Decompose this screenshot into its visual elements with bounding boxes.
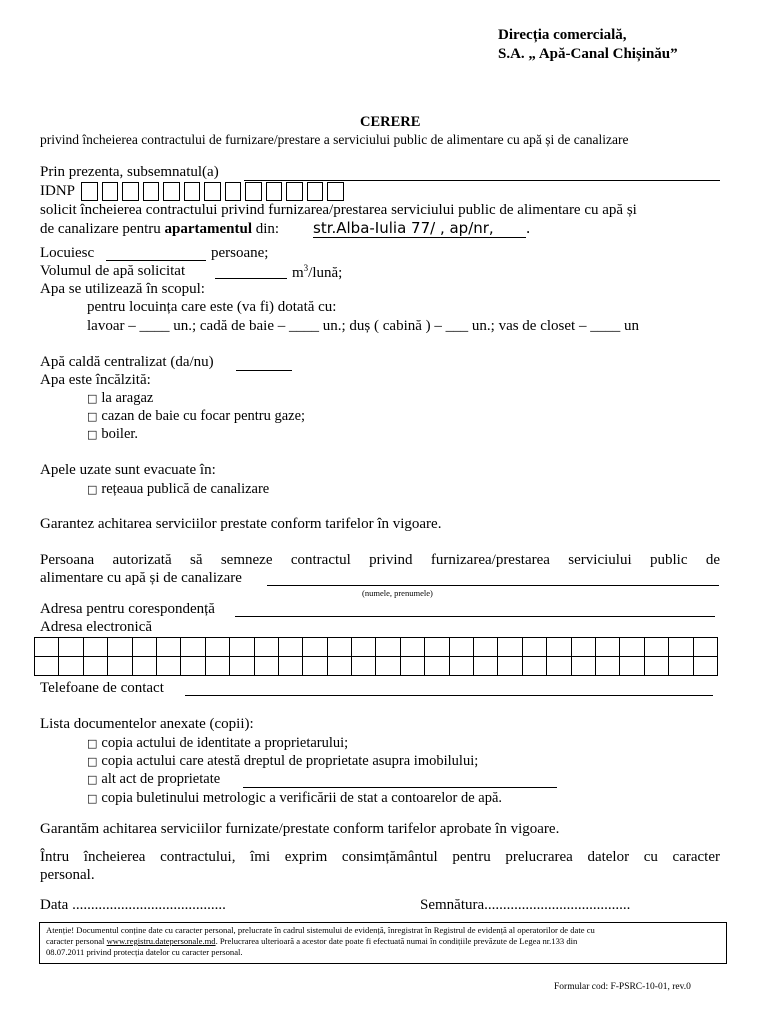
email-char-box[interactable] [620, 638, 644, 657]
dotata-label: pentru locuința care este (va fi) dotată cu: [87, 299, 337, 315]
email-char-box[interactable] [254, 657, 278, 676]
signature-field[interactable]: Semnătura....................................... [420, 897, 631, 913]
email-char-box[interactable] [181, 638, 205, 657]
page-subtitle: privind încheierea contractului de furnizare/prestare a serviciului public de alimentare cu apă și de canalizare [40, 132, 629, 147]
email-char-box[interactable] [181, 657, 205, 676]
email-char-box[interactable] [83, 638, 107, 657]
idnp-digit-box[interactable] [245, 182, 262, 201]
document-item-2[interactable] [87, 753, 478, 770]
email-char-box[interactable] [303, 657, 327, 676]
email-char-box[interactable] [498, 657, 522, 676]
email-char-box[interactable] [278, 638, 302, 657]
email-char-box[interactable] [254, 638, 278, 657]
checkbox-icon: □ [87, 410, 98, 423]
locuiesc-label: Locuiesc [40, 245, 95, 261]
apa-calda-label: Apă caldă centralizat (da/nu) [40, 354, 214, 370]
email-char-box[interactable] [547, 657, 571, 676]
email-char-box[interactable] [595, 638, 619, 657]
request-line-2 [40, 221, 279, 238]
incalzita-option-boiler[interactable] [87, 426, 138, 443]
email-char-box[interactable] [693, 638, 717, 657]
document-item-label: copia buletinului metrologic a verificării de stat a contoarelor de apă. [101, 790, 503, 806]
email-char-box[interactable] [132, 638, 156, 657]
idnp-digit-box[interactable] [327, 182, 344, 201]
email-char-box[interactable] [425, 657, 449, 676]
email-char-box[interactable] [230, 638, 254, 657]
email-char-box[interactable] [35, 638, 59, 657]
notice-line-2-post: . Prelucrarea ulterioară a acestor date poate fi efectuată numai în condițiile prevăzute de Legea nr.133 din [215, 936, 578, 946]
email-char-box[interactable] [693, 657, 717, 676]
idnp-digit-box[interactable] [122, 182, 139, 201]
form-code: Formular cod: F-PSRC-10-01, rev.0 [554, 982, 691, 992]
checkbox-icon: □ [87, 428, 98, 441]
idnp-digit-box[interactable] [81, 182, 98, 201]
date-field[interactable]: Data ......................................... [40, 897, 226, 913]
notice-line-3: 08.07.2011 privind protecția datelor cu caracter personal. [46, 947, 243, 957]
incalzita-option-label: boiler. [101, 426, 139, 442]
persons-field[interactable] [106, 260, 206, 261]
email-grid-row [35, 638, 718, 657]
alt-act-field[interactable] [243, 787, 557, 788]
applicant-intro-label: Prin prezenta, subsemnatul(a) [40, 164, 219, 180]
consent-line-1: Întru încheierea contractului, îmi exprim consimțământul pentru prelucrarea datelor cu caracter [40, 849, 720, 865]
email-char-box[interactable] [498, 638, 522, 657]
garantam-text: Garantăm achitarea serviciilor furnizate/prestate conform tarifelor aprobate în vigoare. [40, 821, 560, 837]
email-char-box[interactable] [522, 638, 546, 657]
volum-unit [292, 263, 342, 282]
idnp-field[interactable] [81, 182, 349, 201]
adresa-corespondenta-field[interactable] [235, 616, 715, 617]
incalzita-option-label: la aragaz [101, 390, 154, 406]
email-char-box[interactable] [376, 638, 400, 657]
incalzita-option-cazan[interactable] [87, 408, 305, 425]
checkbox-icon: □ [87, 392, 98, 405]
email-char-box[interactable] [327, 657, 351, 676]
authorized-line-1: Persoana autorizată să semneze contractul privind furnizarea/prestarea serviciului public de [40, 552, 720, 568]
header-line-2: S.A. „ Apă-Canal Chișinău” [498, 46, 678, 62]
email-char-box[interactable] [156, 638, 180, 657]
email-char-box[interactable] [352, 638, 376, 657]
email-char-box[interactable] [156, 657, 180, 676]
idnp-digit-box[interactable] [143, 182, 160, 201]
email-char-box[interactable] [449, 657, 473, 676]
checkbox-icon: □ [87, 773, 98, 786]
volum-label: Volumul de apă solicitat [40, 263, 186, 279]
checkbox-icon: □ [87, 755, 98, 768]
volum-unit-sup: 3 [303, 263, 309, 273]
fixtures-line[interactable]: lavoar – ____ un.; cadă de baie – ____ un.; duș ( cabină ) – ___ un.; vas de closet – ____ un [87, 318, 639, 334]
email-char-box[interactable] [547, 638, 571, 657]
notice-line-2 [46, 936, 720, 947]
email-char-box[interactable] [132, 657, 156, 676]
request-line-2-prefix: de canalizare pentru [40, 221, 165, 237]
data-protection-notice [39, 922, 727, 964]
email-char-box[interactable] [35, 657, 59, 676]
email-char-box[interactable] [108, 657, 132, 676]
email-char-box[interactable] [595, 657, 619, 676]
document-item-4[interactable] [87, 790, 502, 807]
address-field[interactable] [313, 219, 530, 238]
garantez-text: Garantez achitarea serviciilor prestate conform tarifelor în vigoare. [40, 516, 442, 532]
checkbox-icon: □ [87, 737, 98, 750]
volume-field[interactable] [215, 278, 287, 279]
address-end: . [525, 219, 531, 237]
email-char-box[interactable] [327, 638, 351, 657]
consent-line-2: personal. [40, 867, 95, 883]
incalzita-option-aragaz[interactable] [87, 390, 153, 407]
email-char-box[interactable] [400, 638, 424, 657]
apa-calda-field[interactable] [236, 370, 292, 371]
idnp-digit-box[interactable] [266, 182, 283, 201]
document-item-label: copia actului care atestă dreptul de proprietate asupra imobilului; [101, 753, 479, 769]
idnp-digit-box[interactable] [184, 182, 201, 201]
ape-uzate-label: Apele uzate sunt evacuate în: [40, 462, 216, 478]
idnp-digit-box[interactable] [307, 182, 324, 201]
document-item-label: copia actului de identitate a proprietarului; [101, 735, 349, 751]
idnp-digit-box[interactable] [286, 182, 303, 201]
email-char-box[interactable] [303, 638, 327, 657]
email-char-box[interactable] [59, 638, 83, 657]
email-grid-row [35, 657, 718, 676]
notice-line-2-pre: caracter personal [46, 936, 107, 946]
email-char-box[interactable] [644, 657, 668, 676]
incalzita-option-label: cazan de baie cu focar pentru gaze; [101, 408, 306, 424]
idnp-digit-box[interactable] [102, 182, 119, 201]
email-char-box[interactable] [474, 657, 498, 676]
email-char-box[interactable] [669, 657, 693, 676]
email-char-box[interactable] [449, 638, 473, 657]
address-filled-value: str.Alba-Iulia 77/ , ap/nr, [313, 219, 494, 237]
authorized-hint: (numele, prenumele) [362, 588, 433, 598]
ape-uzate-option-label: rețeaua publică de canalizare [101, 481, 270, 497]
email-char-box[interactable] [425, 638, 449, 657]
adresa-electronica-label: Adresa electronică [40, 619, 153, 635]
authorized-line-2: alimentare cu apă și de canalizare [40, 570, 242, 586]
incalzita-label: Apa este încălzită: [40, 372, 151, 388]
email-grid[interactable] [34, 637, 718, 676]
telefoane-field[interactable] [185, 695, 713, 696]
document-item-3[interactable] [87, 771, 220, 788]
email-char-box[interactable] [108, 638, 132, 657]
request-line-1: solicit încheierea contractului privind furnizarea/prestarea serviciului public de alimentare cu apă și [40, 202, 637, 218]
idnp-digit-box[interactable] [204, 182, 221, 201]
email-char-box[interactable] [205, 638, 229, 657]
email-char-box[interactable] [644, 638, 668, 657]
telefoane-label: Telefoane de contact [40, 680, 164, 696]
header-line-1: Direcția comercială, [498, 27, 627, 43]
idnp-digit-box[interactable] [225, 182, 242, 201]
checkbox-icon: □ [87, 483, 98, 496]
document-item-label: alt act de proprietate [101, 771, 221, 787]
email-char-box[interactable] [571, 657, 595, 676]
email-char-box[interactable] [376, 657, 400, 676]
email-char-box[interactable] [571, 638, 595, 657]
request-line-2-mid: din: [252, 221, 280, 237]
volum-unit-pre: m [292, 265, 304, 281]
email-char-box[interactable] [352, 657, 376, 676]
persoane-label: persoane; [211, 245, 269, 261]
checkbox-icon: □ [87, 792, 98, 805]
idnp-digit-box[interactable] [163, 182, 180, 201]
scop-label: Apa se utilizează în scopul: [40, 281, 205, 297]
document-item-1[interactable] [87, 735, 348, 752]
email-char-box[interactable] [522, 657, 546, 676]
email-char-box[interactable] [205, 657, 229, 676]
documents-label: Lista documentelor anexate (copii): [40, 716, 254, 732]
authorized-name-field[interactable] [267, 585, 719, 586]
notice-line-1: Atenție! Documentul conține date cu caracter personal, prelucrate în cadrul sistemului de evidență, înregistrat în Registrul de evidență al operatorilor de date cu [46, 925, 595, 935]
idnp-label: IDNP [40, 183, 76, 199]
applicant-name-field[interactable] [244, 180, 720, 181]
email-char-box[interactable] [474, 638, 498, 657]
email-char-box[interactable] [230, 657, 254, 676]
request-line-2-bold: apartamentul [164, 221, 253, 237]
ape-uzate-option[interactable] [87, 481, 269, 498]
email-char-box[interactable] [620, 657, 644, 676]
email-char-box[interactable] [59, 657, 83, 676]
volum-unit-post: /lună; [308, 265, 343, 281]
registry-link[interactable]: www.registru.datepersonale.md [106, 936, 216, 946]
page-title: CERERE [360, 114, 421, 130]
email-char-box[interactable] [278, 657, 302, 676]
email-char-box[interactable] [400, 657, 424, 676]
email-char-box[interactable] [83, 657, 107, 676]
adresa-corespondenta-label: Adresa pentru corespondență [40, 601, 215, 617]
email-char-box[interactable] [669, 638, 693, 657]
